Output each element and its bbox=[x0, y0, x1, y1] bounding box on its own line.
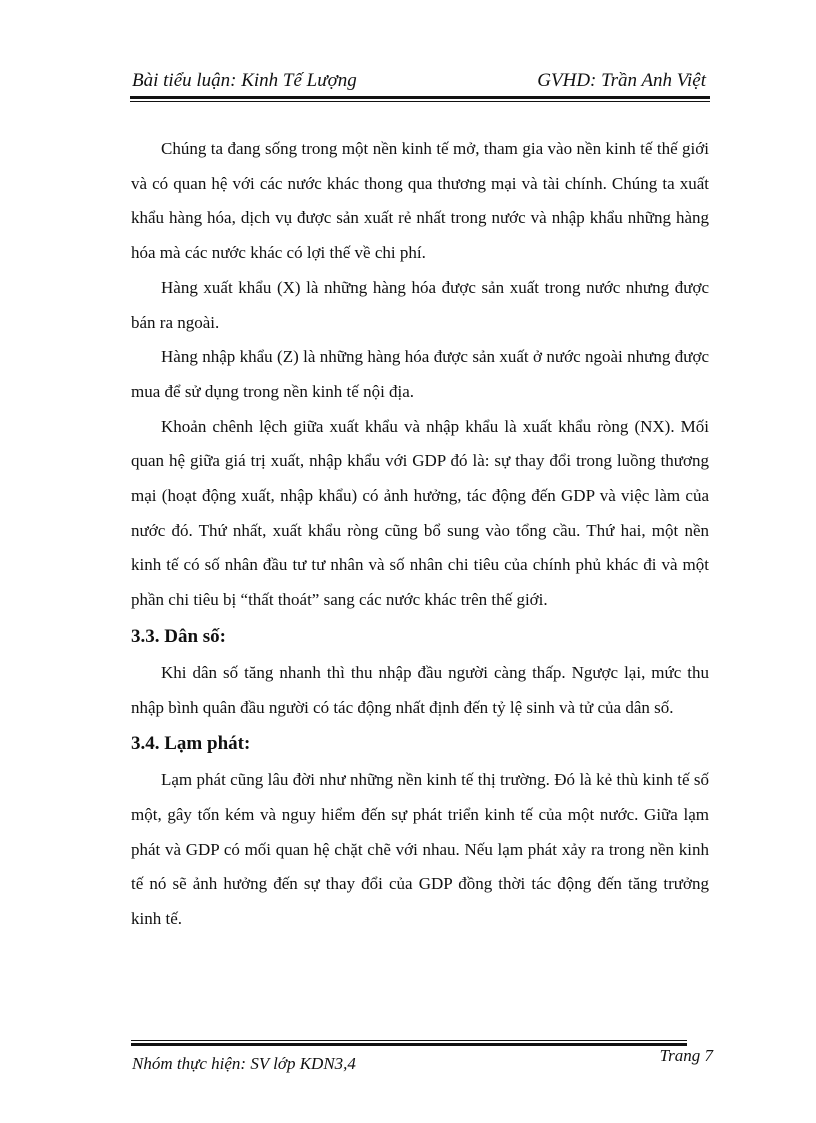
footer-rule-thin bbox=[131, 1040, 687, 1041]
header-course-title: Bài tiểu luận: Kinh Tế Lượng bbox=[132, 70, 357, 91]
paragraph-inflation: Lạm phát cũng lâu đời như những nền kinh tế thị trường. Đó là kẻ thù kinh tế số một, gây tốn kém và nguy hiểm đến sự phát triển kinh tế của một nước. Giữa lạm phát và GDP có mối quan hệ chặt chẽ với nhau. Nếu lạm phát xảy ra trong nền kinh tế nó sẽ ảnh hưởng đến sự thay đổi của GDP đồng thời tác động đến tăng trưởng kinh tế. bbox=[131, 770, 709, 929]
page-body bbox=[131, 132, 709, 937]
header-instructor: GVHD: Trần Anh Việt bbox=[537, 70, 706, 91]
footer-rule-thick bbox=[131, 1043, 687, 1046]
footer-group: Nhóm thực hiện: SV lớp KDN3,4 bbox=[132, 1054, 356, 1073]
header-rule-thin bbox=[130, 101, 710, 102]
header-rule-thick bbox=[130, 96, 710, 99]
section-heading-population: 3.3. Dân số: bbox=[131, 625, 227, 647]
paragraph-net-exports: Khoản chênh lệch giữa xuất khẩu và nhập khẩu là xuất khẩu ròng (NX). Mối quan hệ giữa giá trị xuất, nhập khẩu với GDP đó là: sự thay đổi trong luồng thương mại (hoạt động xuất, nhập khẩu) có ảnh hưởng, tác động đến GDP và việc làm của nước đó. Thứ nhất, xuất khẩu ròng cũng bổ sung vào tổng cầu. Thứ hai, một nền kinh tế có số nhân đầu tư tư nhân và số nhân chi tiêu của chính phủ khác đi và một phần chi tiêu bị “thất thoát” sang các nước khác trên thế giới. bbox=[131, 416, 709, 610]
paragraph-open-economy: Chúng ta đang sống trong một nền kinh tế mở, tham gia vào nền kinh tế thế giới và có quan hệ với các nước khác thong qua thương mại và tài chính. Chúng ta xuất khẩu hàng hóa, dịch vụ được sản xuất rẻ nhất trong nước và nhập khẩu những hàng hóa mà các nước khác có lợi thế về chi phí. bbox=[131, 139, 709, 263]
footer-page-number: Trang 7 bbox=[659, 1046, 713, 1065]
page-header bbox=[130, 66, 710, 100]
page-footer bbox=[131, 1040, 713, 1080]
paragraph-population: Khi dân số tăng nhanh thì thu nhập đầu người càng thấp. Ngược lại, mức thu nhập bình quân đầu người có tác động nhất định đến tỷ lệ sinh và tử của dân số. bbox=[131, 662, 709, 717]
paragraph-imports: Hàng nhập khẩu (Z) là những hàng hóa được sản xuất ở nước ngoài nhưng được mua để sử dụng trong nền kinh tế nội địa. bbox=[131, 347, 709, 401]
paragraph-exports: Hàng xuất khẩu (X) là những hàng hóa được sản xuất trong nước nhưng được bán ra ngoài. bbox=[131, 277, 709, 332]
section-heading-inflation: 3.4. Lạm phát: bbox=[131, 733, 251, 755]
